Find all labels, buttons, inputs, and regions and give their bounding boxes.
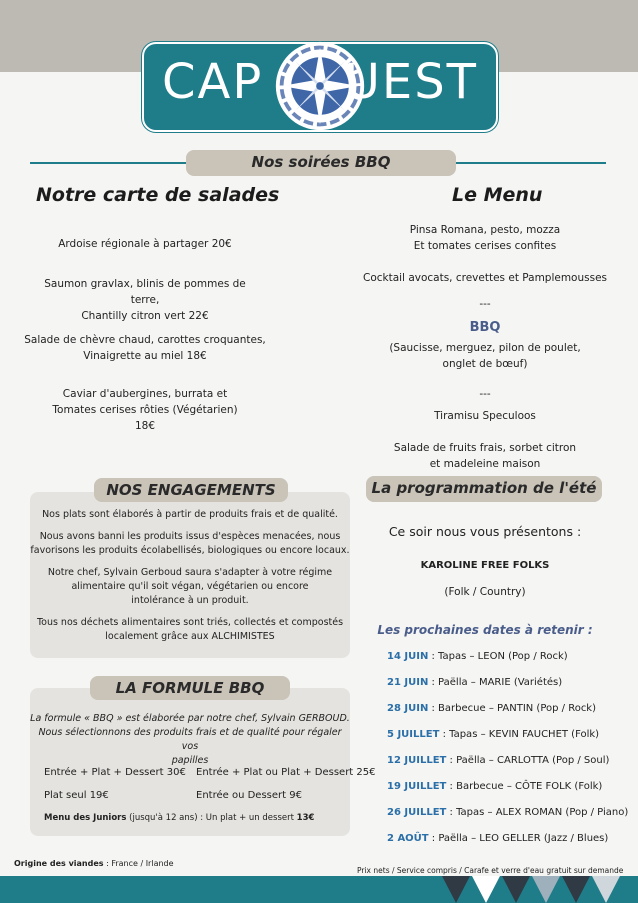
logo-text-right: UEST	[344, 54, 478, 110]
title-line-left	[30, 162, 190, 164]
formule-option-1: Entrée + Plat + Dessert 30€	[44, 767, 186, 778]
date-row: 2 AOÛT : Paëlla – LEO GELLER (Jazz / Blues)	[387, 833, 609, 844]
date-row: 19 JUILLET : Barbecue – CÔTE FOLK (Folk)	[387, 781, 603, 792]
date-row: 5 JUILLET : Tapas – KEVIN FAUCHET (Folk)	[387, 729, 600, 740]
salad-3: Salade de chèvre chaud, carottes croquantes, Vinaigrette au miel 18€	[24, 334, 266, 362]
engagements-title: NOS ENGAGEMENTS	[94, 478, 288, 502]
menu-separator-1: ---	[479, 298, 491, 310]
artist-name: KAROLINE FREE FOLKS	[420, 560, 550, 571]
decor-triangle	[502, 876, 530, 903]
date-row: 14 JUIN : Tapas – LEON (Pop / Rock)	[387, 651, 568, 662]
decor-triangle	[472, 876, 500, 903]
page-title: Nos soirées BBQ	[186, 150, 456, 176]
salad-1: Ardoise régionale à partager 20€	[58, 238, 232, 250]
formule-option-4: Entrée ou Dessert 9€	[196, 790, 302, 801]
menu-separator-2: ---	[479, 388, 491, 400]
decor-triangle	[592, 876, 620, 903]
decor-triangle	[532, 876, 560, 903]
salad-4: Caviar d'aubergines, burrata et Tomates cerises rôties (Végétarien) 18€	[52, 388, 238, 432]
engagements-text: Nos plats sont élaborés à partir de produits frais et de qualité. Nous avons banni les produits issus d'espèces menacées, nous favorisons les produits écolabellisés, biologiques ou encore locaux. Notre chef, Sylvain Gerboud saura s'adapter à votre régime alimentaire qu'il soit végan, végétarien ou encore intolérance à un produit. Tous nos déchets alimentaires sont triés, collectés et compostés localement grâce aux ALCHIMISTES	[30, 509, 350, 642]
prices-note: Prix nets / Service compris / Carafe et verre d'eau gratuit sur demande	[357, 866, 624, 875]
salad-2: Saumon gravlax, blinis de pommes de terre, Chantilly citron vert 22€	[44, 278, 246, 322]
formule-option-3: Plat seul 19€	[44, 790, 109, 801]
menu-fruits: Salade de fruits frais, sorbet citron et madeleine maison	[393, 442, 577, 470]
menu-bbq-items: (Saucisse, merguez, pilon de poulet, onglet de bœuf)	[389, 342, 581, 370]
logo-text-left: CAP	[162, 54, 264, 110]
artist-genre: (Folk / Country)	[444, 586, 526, 598]
title-line-right	[456, 162, 606, 164]
date-row: 28 JUIN : Barbecue – PANTIN (Pop / Rock)	[387, 703, 597, 714]
menu-starter: Pinsa Romana, pesto, mozza Et tomates cerises confites	[409, 224, 561, 252]
programmation-title: La programmation de l'été	[366, 476, 602, 502]
next-dates-title: Les prochaines dates à retenir :	[377, 623, 593, 637]
formule-juniors: Menu des Juniors (jusqu'à 12 ans) : Un plat + un dessert 13€	[44, 813, 315, 823]
date-row: 12 JUILLET : Paëlla – CARLOTTA (Pop / Soul)	[387, 755, 610, 766]
formule-intro: La formule « BBQ » est élaborée par notre chef, Sylvain GERBOUD. Nous sélectionnons des produits frais et de qualité pour régaler vos papilles	[30, 713, 350, 766]
menu-dessert: Tiramisu Speculoos	[434, 410, 536, 422]
meat-origin: Origine des viandes : France / Irlande	[14, 859, 174, 868]
formule-title: LA FORMULE BBQ	[90, 676, 290, 700]
formule-option-2: Entrée + Plat ou Plat + Dessert 25€	[196, 767, 376, 778]
menu-cocktail: Cocktail avocats, crevettes et Pamplemousses	[362, 272, 608, 284]
tonight-text: Ce soir nous vous présentons :	[388, 524, 582, 539]
decor-triangle	[442, 876, 470, 903]
date-row: 21 JUIN : Paëlla – MARIE (Variétés)	[387, 677, 563, 688]
menu-bbq-title: BBQ	[469, 320, 501, 335]
date-row: 26 JUILLET : Tapas – ALEX ROMAN (Pop / Piano)	[387, 807, 629, 818]
logo	[142, 42, 498, 132]
decor-triangle	[562, 876, 590, 903]
menu-title: Le Menu	[452, 184, 543, 206]
salads-title: Notre carte de salades	[36, 184, 280, 206]
